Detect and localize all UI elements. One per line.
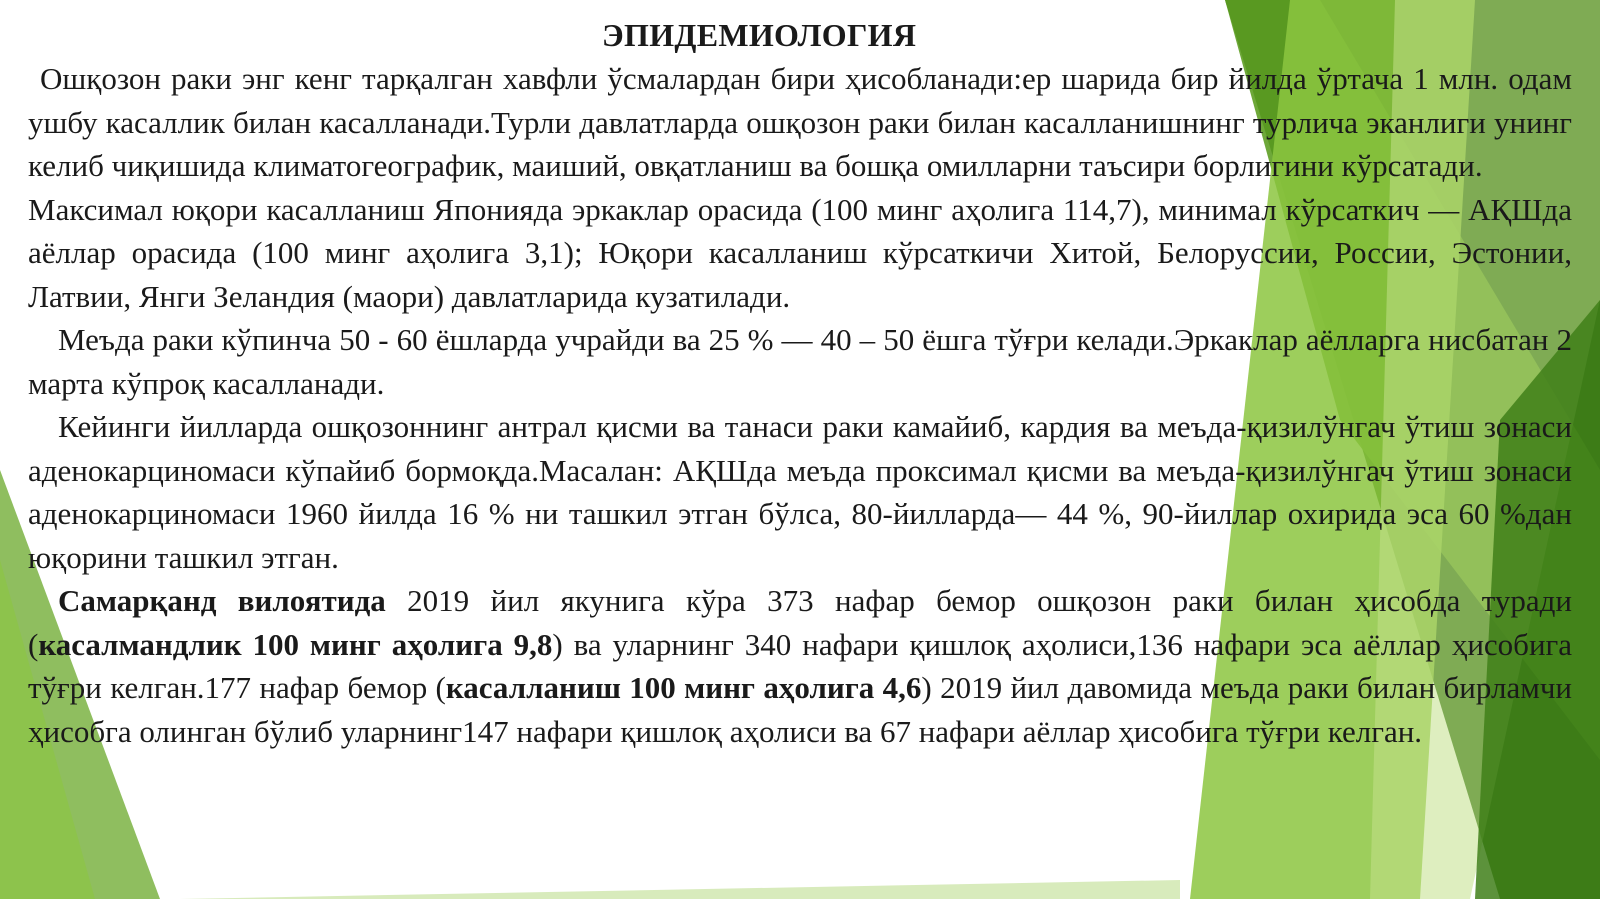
text-segment: ) ва уларнинг 340 нафари қишлоқ аҳолиси,136 нафари эса аёллар ҳисобига тўғри келган.177 нафар бемор (	[28, 626, 1573, 705]
text-segment: ) 2019 йил давомида меъда раки билан бирламчи ҳисобга олинган бўлиб уларнинг147 нафари қишлоқ аҳолиси ва 67 нафари аёллар ҳисобига тўғри келган.	[28, 670, 1573, 749]
green-bottom-wedge	[180, 880, 1180, 899]
paragraph-overview: Ошқозон раки энг кенг тарқалган хавфли ўсмалардан бири ҳисобланади:ер шарида бир йилда ўртача 1 млн. одам ушбу касаллик билан касалланади.Турли давлатларда ошқозон раки билан касалланишнинг турлича эканлиги унинг келиб чиқишида климатогеографик, маиший, овқатланиш ва бошқа омилларни таъсири борлигини кўрсатади.	[28, 61, 1572, 183]
bold-incidence: касалланиш 100 минг аҳолига 4,6	[445, 670, 922, 705]
bold-region-name: Самарқанд вилоятида	[58, 583, 386, 618]
paragraph-trends: Кейинги йилларда ошқозоннинг антрал қисми ва танаси раки камайиб, кардия ва меъда-қизилўнгач ўтиш зонаси аденокарциномаси кўпайиб бормоқда.Масалан: АҚШда меъда проксимал қисми ва меъда-қизилўнгач ўтиш зонаси аденокарциномаси 1960 йилда 16 % ни ташкил этган бўлса, 80-йилларда— 44 %, 90-йиллар охирида эса 60 %дан юқорини ташкил этган.	[28, 409, 1572, 575]
paragraph-incidence-range: Максимал юқори касалланиш Японияда эркаклар орасида (100 минг аҳолига 114,7), минимал кўрсаткич — АҚШда аёллар орасида (100 минг аҳолига 3,1); Юқори касалланиш кўрсаткичи Хитой, Белоруссии, России, Эстонии, Латвии, Янги Зеландия (маори) давлатларида кузатилади.	[28, 191, 1572, 314]
bold-prevalence: касалмандлик 100 минг аҳолига 9,8	[38, 626, 553, 662]
paragraph-age-sex: Меъда раки кўпинча 50 - 60 ёшларда учрайди ва 25 % — 40 – 50 ёшга тўғри келади.Эркаклар аёлларга нисбатан 2 марта кўпроқ касалланади.	[28, 322, 1572, 401]
text-segment: 2019 йил якунига кўра 373 нафар бемор ошқозон раки билан ҳисобда туради (	[28, 583, 1572, 662]
slide-content	[28, 14, 1572, 753]
paragraph-samarkand	[28, 579, 1572, 753]
slide-title: ЭПИДЕМИОЛОГИЯ	[602, 17, 917, 53]
